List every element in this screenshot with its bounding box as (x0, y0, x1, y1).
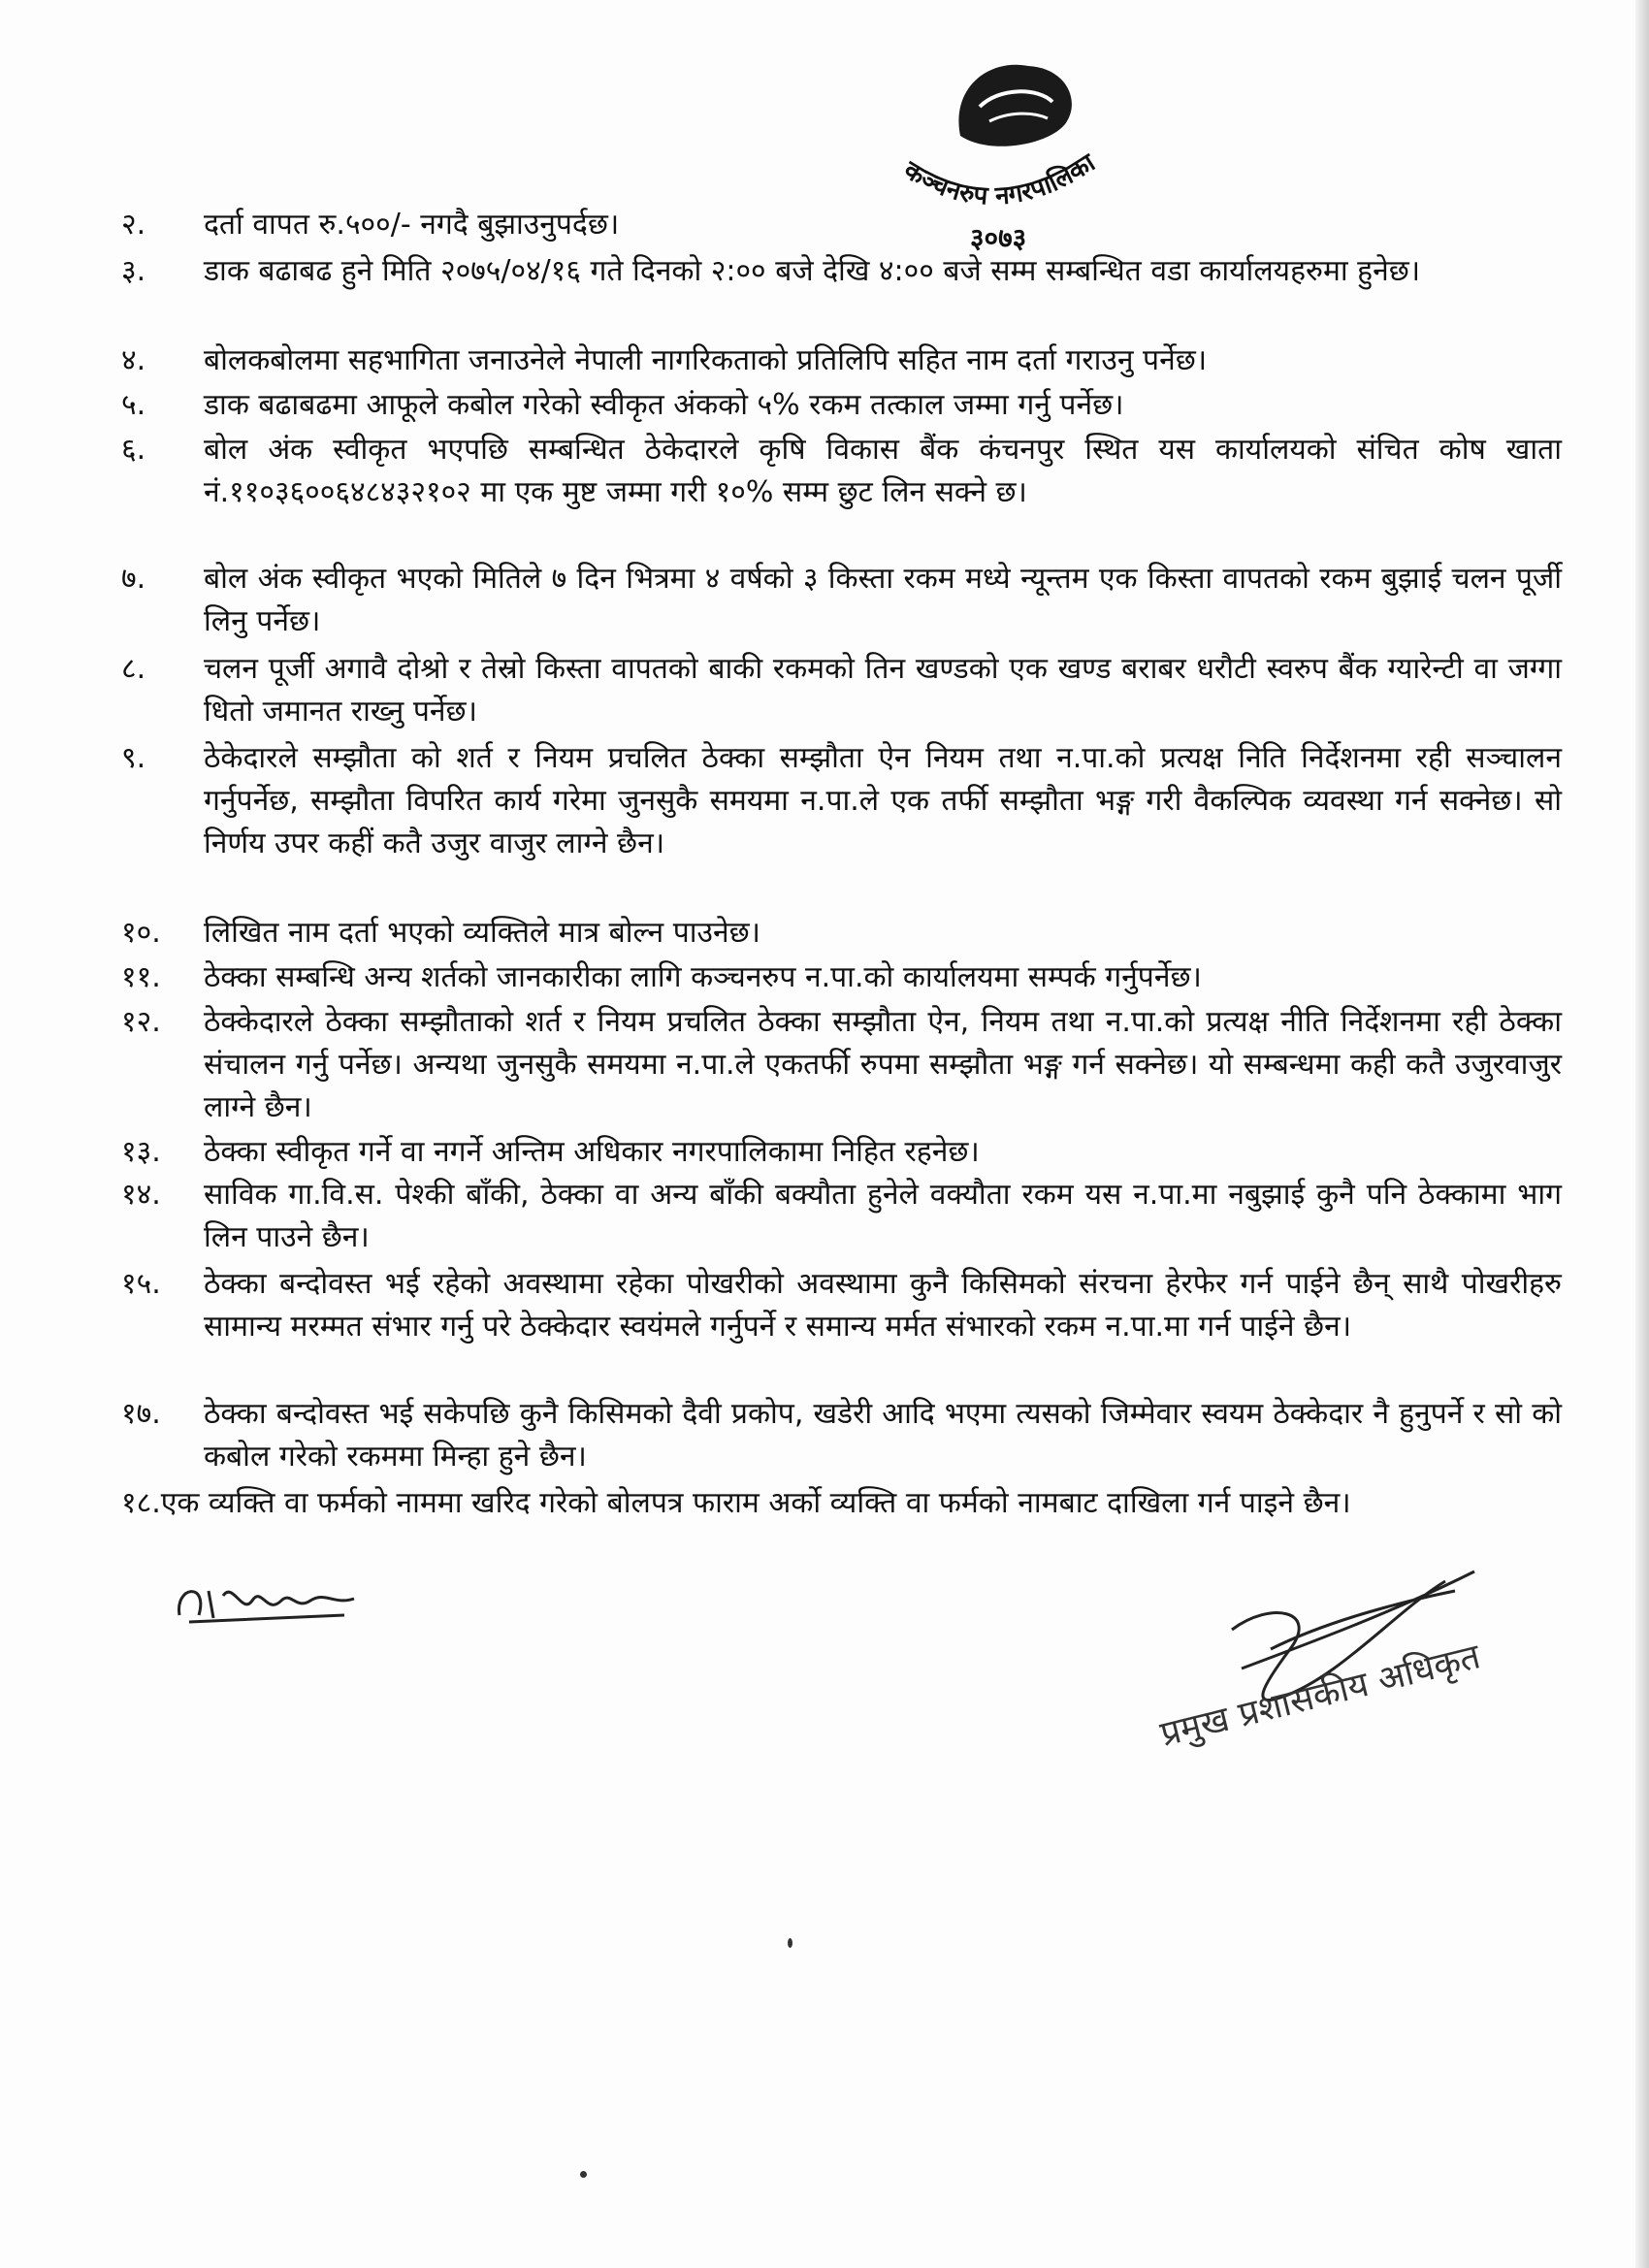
item-text: ठेक्का बन्दोवस्त भई सकेपछि कुनै किसिमको दैवी प्रकोप, खडेरी आदि भएमा त्यसको जिम्मेवार स्वयम ठेक्केदार नै हुनुपर्ने र सो को कबोल गरेको रकममा मिन्हा हुने छैन। (204, 1397, 1562, 1474)
item-number: १७. (121, 1397, 161, 1431)
item-text: चलन पूर्जी अगावै दोश्रो र तेस्रो किस्ता वापतको बाकी रकमको तिन खण्डको एक खण्ड बराबर धरौटी स्वरुप बैंक ग्यारेन्टी वा जग्गा धितो जमानत राख्नु पर्नेछ। (204, 652, 1562, 729)
signature-right (1145, 1542, 1562, 1795)
item-text: ठेक्का सम्बन्धि अन्य शर्तको जानकारीका लागि कञ्चनरुप न.पा.को कार्यालयमा सम्पर्क गर्नुपर्नेछ। (204, 960, 1202, 994)
item-number: १३. (121, 1135, 161, 1169)
item-text: ठेक्का स्वीकृत गर्ने वा नगर्ने अन्तिम अधिकार नगरपालिकामा निहित रहनेछ। (204, 1135, 980, 1169)
item-text: ठेक्केदारले ठेक्का सम्झौताको शर्त र नियम प्रचलित ठेक्का सम्झौता ऐन, नियम तथा न.पा.को प्रत्यक्ष नीति निर्देशनमा रही ठेक्का संचालन गर्नु पर्नेछ। अन्यथा जुनसुकै समयमा न.पा.ले एकतर्फी रुपमा सम्झौता भङ्ग गर्न सक्नेछ। यो सम्बन्धमा कही कतै उजुरवाजुर लाग्ने छैन। (204, 1005, 1562, 1124)
seal-mark: ३०७३ (970, 222, 1027, 254)
item-text: लिखित नाम दर्ता भएको व्यक्तिले मात्र बोल्न पाउनेछ। (204, 916, 760, 950)
scan-speck (580, 2171, 587, 2178)
item-text: बोलकबोलमा सहभागिता जनाउनेले नेपाली नागरिकताको प्रतिलिपि सहित नाम दर्ता गराउनु पर्नेछ। (204, 343, 1208, 377)
signature-left (170, 1562, 364, 1639)
svg-text:कञ्चनरुप नगरपालिका (897, 147, 1101, 211)
seal-text: कञ्चनरुप नगरपालिका (898, 147, 1101, 211)
item-number: ३. (121, 254, 146, 288)
item-number: ९. (121, 741, 146, 775)
item-number: १२. (121, 1005, 161, 1039)
item-number: १५. (121, 1267, 161, 1301)
item-number: १०. (121, 916, 161, 950)
item-number: १४. (121, 1178, 161, 1212)
scan-speck (788, 1938, 792, 1948)
item-number: ४. (121, 343, 146, 377)
item-text: ठेक्का बन्दोवस्त भई रहेको अवस्थामा रहेका पोखरीको अवस्थामा कुनै किसिमको संरचना हेरफेर गर्न पाईने छैन् साथै पोखरीहरु सामान्य मरम्मत संभार गर्नु परे ठेक्केदार स्वयंमले गर्नुपर्ने र समान्य मर्मत संभारको रकम न.पा.मा गर्न पाईने छैन। (204, 1267, 1562, 1344)
item-text: १८.एक व्यक्ति वा फर्मको नाममा खरिद गरेको बोलपत्र फाराम अर्को व्यक्ति वा फर्मको नामबाट दाखिला गर्न पाइने छैन। (121, 1486, 1351, 1520)
item-text: डाक बढाबढमा आफूले कबोल गरेको स्वीकृत अंकको ५% रकम तत्काल जम्मा गर्नु पर्नेछ। (204, 388, 1124, 422)
item-number: ८. (121, 652, 146, 686)
item-text: बोल अंक स्वीकृत भएको मितिले ७ दिन भित्रमा ४ वर्षको ३ किस्ता रकम मध्ये न्यून्तम एक किस्ता वापतको रकम बुझाई चलन पूर्जी लिनु पर्नेछ। (204, 562, 1562, 638)
item-text: साविक गा.वि.स. पेश्की बाँकी, ठेक्का वा अन्य बाँकी बक्यौता हुनेले वक्यौता रकम यस न.पा.मा नबुझाई कुनै पनि ठेक्कामा भाग लिन पाउने छैन। (204, 1178, 1562, 1254)
officer-title: प्रमुख प्रशासकीय अधिकृत (1156, 1636, 1485, 1755)
page-edge-shadow (1635, 0, 1649, 2268)
item-text: दर्ता वापत रु.५००/- नगदै बुझाउनुपर्दछ। (204, 208, 620, 242)
item-number: ६. (121, 433, 146, 467)
item-number: २. (121, 208, 146, 242)
item-number: ५. (121, 388, 146, 422)
item-text: ठेकेदारले सम्झौता को शर्त र नियम प्रचलित ठेक्का सम्झौता ऐन नियम तथा न.पा.को प्रत्यक्ष निति निर्देशनमा रही सञ्चालन गर्नुपर्नेछ, सम्झौता विपरित कार्य गरेमा जुनसुकै समयमा न.पा.ले एक तर्फी सम्झौता भङ्ग गरी वैकल्पिक व्यवस्था गर्न सक्नेछ। सो निर्णय उपर कहीं कतै उजुर वाजुर लाग्ने छैन। (204, 741, 1562, 860)
item-number: ११. (121, 960, 161, 994)
item-number: ७. (121, 562, 146, 596)
item-text: बोल अंक स्वीकृत भएपछि सम्बन्धित ठेकेदारले कृषि विकास बैंक कंचनपुर स्थित यस कार्यालयको संचित कोष खाता नं.११०३६००६४८४३२१०२ मा एक मुष्ट जम्मा गरी १०% सम्म छुट लिन सक्ने छ। (204, 433, 1562, 509)
item-text: डाक बढाबढ हुने मिति २०७५/०४/१६ गते दिनको २:०० बजे देखि ४:०० बजे सम्म सम्बन्धित वडा कार्यालयहरुमा हुनेछ। (204, 254, 1421, 288)
